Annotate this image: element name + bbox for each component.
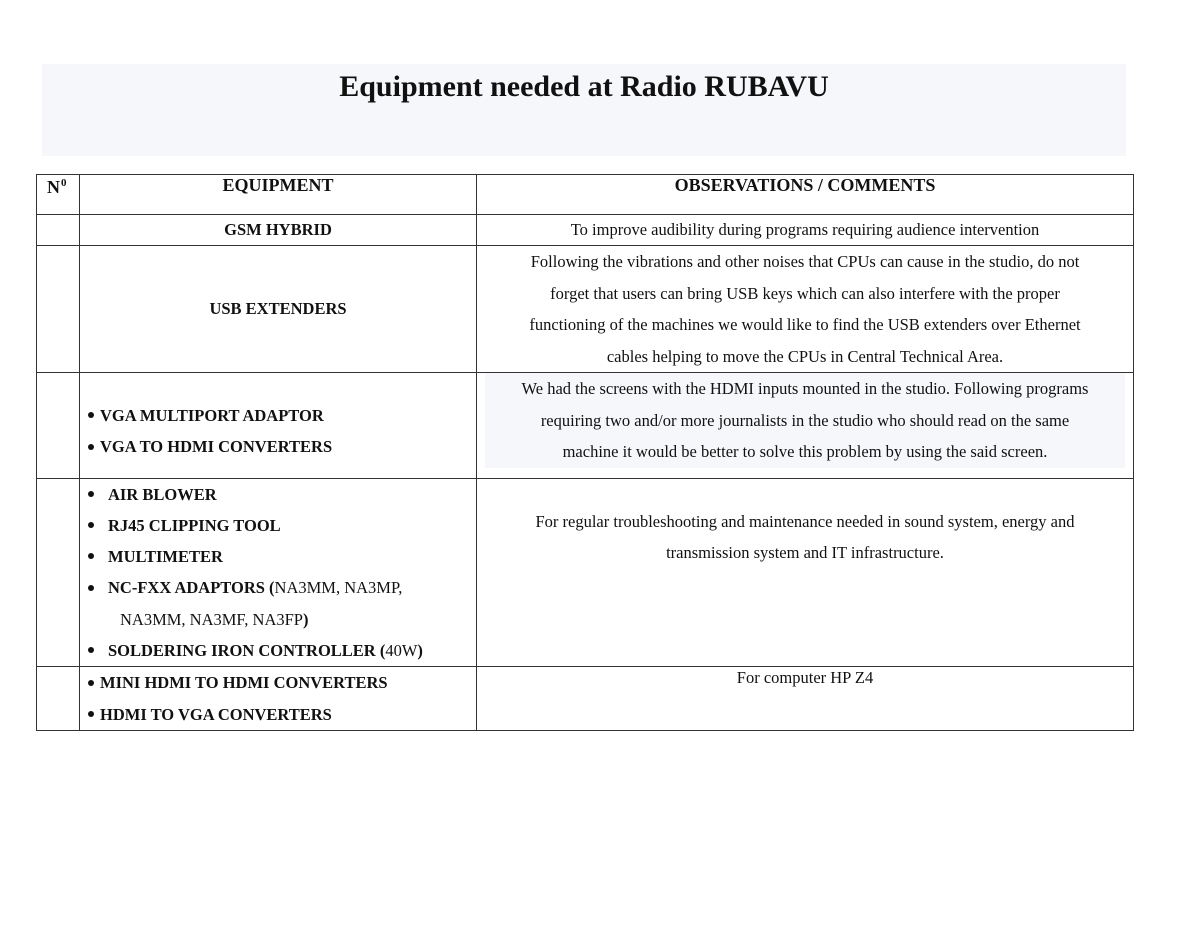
observation-line: machine it would be better to solve this problem by using the said screen. [562, 442, 1048, 461]
bullet-icon [88, 444, 94, 450]
equipment-list [88, 400, 476, 463]
bullet-icon [88, 680, 94, 686]
bullet-icon [88, 522, 94, 528]
observation-cell [477, 478, 1134, 667]
list-item-detail: NA3MM, NA3MF, NA3FP [120, 609, 303, 629]
bullet-icon [88, 647, 94, 653]
header-observations: OBSERVATIONS / COMMENTS [477, 175, 1134, 215]
row-number-cell [37, 215, 80, 246]
table-row [37, 478, 1134, 667]
list-item [88, 510, 476, 541]
bullet-icon [88, 585, 94, 591]
list-item-label: AIR BLOWER [108, 484, 217, 504]
bullet-icon [88, 412, 94, 418]
observation-shaded-block [485, 373, 1125, 468]
list-item [88, 431, 476, 462]
observation-cell [477, 246, 1134, 373]
equipment-cell: USB EXTENDERS [80, 246, 477, 373]
bullet-icon [88, 491, 94, 497]
observation-cell [477, 373, 1134, 479]
list-item-label: MINI HDMI TO HDMI CONVERTERS [100, 673, 388, 693]
document-title: Equipment needed at Radio RUBAVU [339, 70, 829, 103]
equipment-list [88, 479, 476, 667]
list-item [88, 635, 476, 666]
list-item-label: RJ45 CLIPPING TOOL [108, 515, 281, 535]
equipment-cell [80, 478, 477, 667]
list-item-continuation [88, 604, 476, 635]
list-item-label: VGA TO HDMI CONVERTERS [100, 437, 333, 457]
list-item-detail: NA3MM, NA3MP, [274, 578, 403, 598]
equipment-cell [80, 373, 477, 479]
list-item-detail: 40W [385, 640, 418, 660]
equipment-table [36, 174, 1134, 731]
list-item-label: MULTIMETER [108, 547, 223, 567]
table-header-row [37, 175, 1134, 215]
list-item [88, 572, 476, 603]
header-number-superscript: 0 [61, 177, 67, 189]
list-item [88, 400, 476, 431]
observation-line: functioning of the machines we would like to find the USB extenders over Ethernet [529, 315, 1081, 334]
equipment-cell: GSM HYBRID [80, 215, 477, 246]
header-equipment: EQUIPMENT [80, 175, 477, 215]
row-number-cell [37, 373, 80, 479]
equipment-cell [80, 667, 477, 731]
observation-line: We had the screens with the HDMI inputs mounted in the studio. Following programs [521, 379, 1089, 398]
bullet-icon [88, 553, 94, 559]
title-band [42, 64, 1126, 156]
list-item-label: NC-FXX ADAPTORS ( [108, 578, 275, 598]
observation-line: cables helping to move the CPUs in Central Technical Area. [606, 346, 1004, 366]
observation-line: Following the vibrations and other noises that CPUs can cause in the studio, do not [530, 252, 1080, 271]
table-row [37, 667, 1134, 731]
list-item [88, 541, 476, 572]
list-item-label: VGA MULTIPORT ADAPTOR [100, 406, 324, 425]
row-number-cell [37, 667, 80, 731]
list-item-label: SOLDERING IRON CONTROLLER ( [108, 640, 386, 660]
observation-cell: To improve audibility during programs requiring audience intervention [477, 215, 1134, 246]
list-item [88, 699, 476, 730]
list-item [88, 479, 476, 510]
table-row [37, 246, 1134, 373]
table-row [37, 215, 1134, 246]
row-number-cell [37, 478, 80, 667]
observation-line: requiring two and/or more journalists in the studio who should read on the same [540, 410, 1070, 430]
table-row [37, 373, 1134, 479]
observation-line: For regular troubleshooting and maintenance needed in sound system, energy and [535, 511, 1075, 531]
header-number-label: N [47, 177, 60, 197]
header-number [37, 175, 80, 215]
list-item-detail: ) [417, 640, 423, 660]
observation-line: transmission system and IT infrastructure. [666, 543, 944, 562]
observation-cell: For computer HP Z4 [477, 667, 1134, 731]
bullet-icon [88, 711, 94, 717]
equipment-list [88, 667, 476, 730]
list-item-detail: ) [302, 609, 309, 629]
list-item-label: HDMI TO VGA CONVERTERS [100, 704, 332, 724]
list-item [88, 667, 476, 698]
observation-line: forget that users can bring USB keys which can also interfere with the proper [550, 283, 1060, 303]
row-number-cell [37, 246, 80, 373]
